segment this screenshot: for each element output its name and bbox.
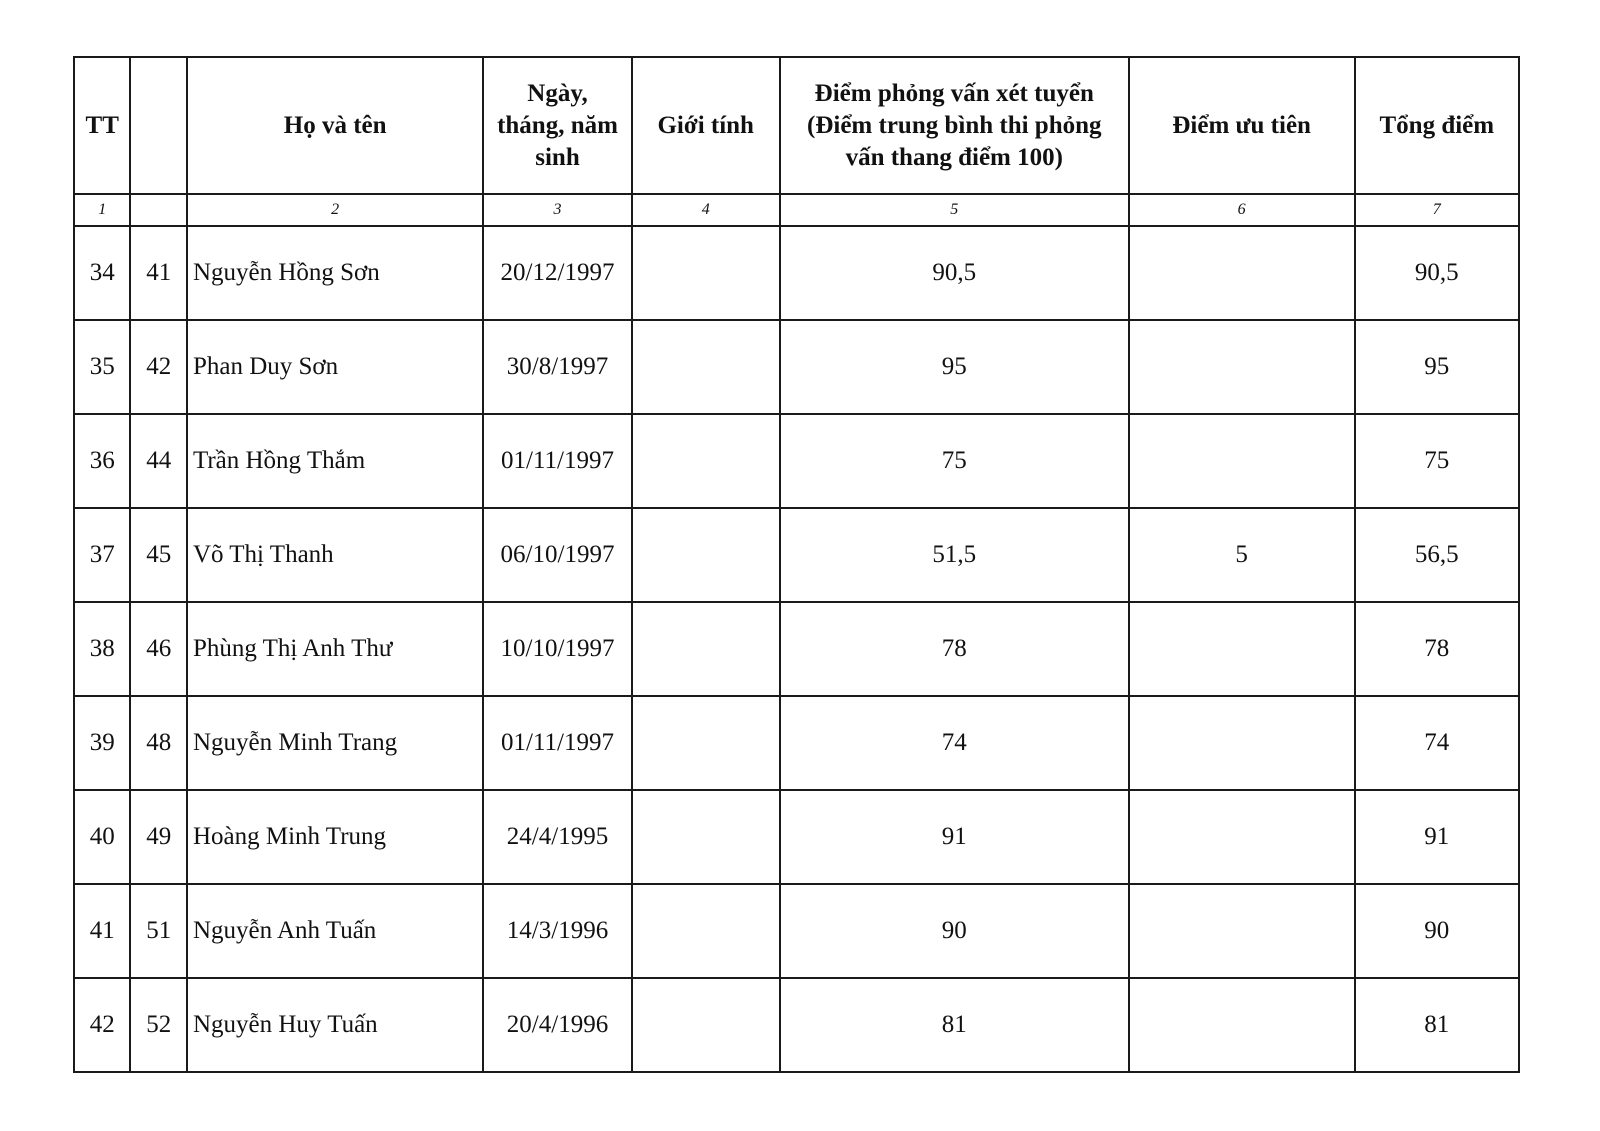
cell-tt: 36 [74, 414, 130, 508]
column-number-row [74, 194, 1519, 226]
table-row [74, 508, 1519, 602]
header-gender: Giới tính [632, 57, 780, 194]
results-table [73, 56, 1520, 1073]
column-number: 1 [74, 194, 130, 226]
cell-priority-score [1129, 884, 1355, 978]
cell-interview-score: 81 [780, 978, 1129, 1072]
column-number: 6 [1129, 194, 1355, 226]
cell-dob: 30/8/1997 [483, 320, 631, 414]
cell-gender [632, 696, 780, 790]
cell-priority-score [1129, 696, 1355, 790]
header-tt: TT [74, 57, 130, 194]
cell-total-score: 90 [1355, 884, 1519, 978]
cell-gender [632, 978, 780, 1072]
table-row [74, 226, 1519, 320]
header-interview-score: Điểm phỏng vấn xét tuyển (Điểm trung bình thi phỏng vấn thang điểm 100) [780, 57, 1129, 194]
cell-dob: 24/4/1995 [483, 790, 631, 884]
table-row [74, 790, 1519, 884]
cell-sbd: 44 [130, 414, 186, 508]
cell-tt: 40 [74, 790, 130, 884]
cell-sbd: 49 [130, 790, 186, 884]
cell-total-score: 75 [1355, 414, 1519, 508]
cell-total-score: 56,5 [1355, 508, 1519, 602]
cell-interview-score: 51,5 [780, 508, 1129, 602]
cell-gender [632, 790, 780, 884]
header-priority-score: Điểm ưu tiên [1129, 57, 1355, 194]
cell-priority-score: 5 [1129, 508, 1355, 602]
cell-sbd: 41 [130, 226, 186, 320]
cell-tt: 41 [74, 884, 130, 978]
cell-interview-score: 75 [780, 414, 1129, 508]
cell-gender [632, 414, 780, 508]
cell-name: Nguyễn Huy Tuấn [187, 978, 483, 1072]
cell-dob: 06/10/1997 [483, 508, 631, 602]
cell-sbd: 45 [130, 508, 186, 602]
cell-dob: 01/11/1997 [483, 414, 631, 508]
cell-dob: 20/12/1997 [483, 226, 631, 320]
cell-total-score: 81 [1355, 978, 1519, 1072]
table-row [74, 414, 1519, 508]
cell-name: Nguyễn Minh Trang [187, 696, 483, 790]
cell-interview-score: 95 [780, 320, 1129, 414]
table-row [74, 602, 1519, 696]
cell-tt: 34 [74, 226, 130, 320]
cell-interview-score: 90,5 [780, 226, 1129, 320]
cell-interview-score: 90 [780, 884, 1129, 978]
cell-total-score: 74 [1355, 696, 1519, 790]
cell-name: Nguyễn Anh Tuấn [187, 884, 483, 978]
header-dob: Ngày, tháng, năm sinh [483, 57, 631, 194]
cell-gender [632, 884, 780, 978]
table-row [74, 884, 1519, 978]
table-row [74, 696, 1519, 790]
cell-total-score: 78 [1355, 602, 1519, 696]
header-sbd [130, 57, 186, 194]
cell-dob: 14/3/1996 [483, 884, 631, 978]
column-number: 7 [1355, 194, 1519, 226]
cell-tt: 39 [74, 696, 130, 790]
column-number [130, 194, 186, 226]
cell-priority-score [1129, 414, 1355, 508]
cell-priority-score [1129, 226, 1355, 320]
cell-sbd: 42 [130, 320, 186, 414]
cell-priority-score [1129, 602, 1355, 696]
cell-sbd: 52 [130, 978, 186, 1072]
cell-sbd: 48 [130, 696, 186, 790]
table-body [74, 194, 1519, 1072]
column-number: 5 [780, 194, 1129, 226]
cell-name: Phan Duy Sơn [187, 320, 483, 414]
cell-priority-score [1129, 320, 1355, 414]
table-row [74, 978, 1519, 1072]
cell-total-score: 90,5 [1355, 226, 1519, 320]
column-number: 3 [483, 194, 631, 226]
cell-interview-score: 78 [780, 602, 1129, 696]
cell-tt: 37 [74, 508, 130, 602]
cell-name: Phùng Thị Anh Thư [187, 602, 483, 696]
table-row [74, 320, 1519, 414]
cell-dob: 20/4/1996 [483, 978, 631, 1072]
cell-name: Nguyễn Hồng Sơn [187, 226, 483, 320]
cell-name: Hoàng Minh Trung [187, 790, 483, 884]
cell-dob: 10/10/1997 [483, 602, 631, 696]
cell-priority-score [1129, 978, 1355, 1072]
header-name: Họ và tên [187, 57, 483, 194]
cell-sbd: 51 [130, 884, 186, 978]
header-total-score: Tổng điểm [1355, 57, 1519, 194]
cell-gender [632, 320, 780, 414]
column-number: 2 [187, 194, 483, 226]
cell-total-score: 95 [1355, 320, 1519, 414]
cell-interview-score: 91 [780, 790, 1129, 884]
cell-priority-score [1129, 790, 1355, 884]
header-row [74, 57, 1519, 194]
cell-interview-score: 74 [780, 696, 1129, 790]
cell-tt: 38 [74, 602, 130, 696]
column-number: 4 [632, 194, 780, 226]
cell-gender [632, 226, 780, 320]
cell-sbd: 46 [130, 602, 186, 696]
cell-gender [632, 602, 780, 696]
cell-total-score: 91 [1355, 790, 1519, 884]
cell-name: Võ Thị Thanh [187, 508, 483, 602]
cell-tt: 42 [74, 978, 130, 1072]
cell-gender [632, 508, 780, 602]
cell-tt: 35 [74, 320, 130, 414]
cell-name: Trần Hồng Thắm [187, 414, 483, 508]
cell-dob: 01/11/1997 [483, 696, 631, 790]
